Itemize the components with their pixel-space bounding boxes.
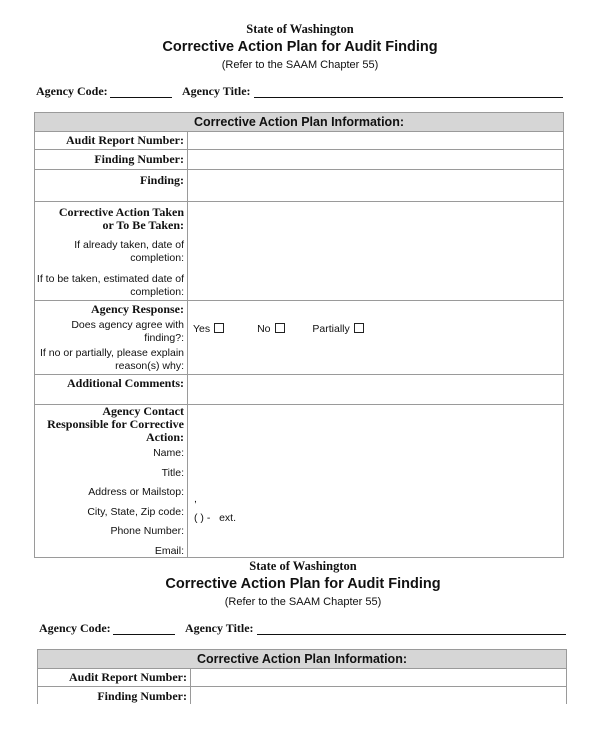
table-clip-2	[0, 649, 600, 704]
state-heading-2: State of Washington	[249, 559, 357, 573]
agency-code-label-2: Agency Code:	[39, 621, 111, 635]
yes-option-label: Yes	[193, 323, 211, 335]
phone-label: Phone Number:	[110, 525, 184, 537]
corrective-action-table-2	[37, 649, 567, 704]
state-heading: State of Washington	[246, 22, 354, 36]
no-option-label: No	[257, 323, 271, 335]
finding-number-label-2: Finding Number:	[38, 687, 191, 705]
city-state-zip-label: City, State, Zip code:	[87, 505, 184, 518]
form-reference-2: (Refer to the SAAM Chapter 55)	[224, 596, 382, 608]
form-title-2: Corrective Action Plan for Audit Finding	[165, 576, 441, 592]
table-heading-2: Corrective Action Plan Information:	[38, 650, 567, 669]
audit-report-number-label-2: Audit Report Number:	[38, 669, 191, 687]
contact-title-label: Title:	[161, 466, 184, 479]
form-reference: (Refer to the SAAM Chapter 55)	[221, 59, 379, 71]
no-partially-label: If no or partially, please explain reason(s) why:	[40, 347, 184, 372]
form-title: Corrective Action Plan for Audit Finding	[162, 39, 438, 55]
audit-report-number-label: Audit Report Number:	[35, 132, 188, 150]
audit-report-number-field-2[interactable]	[191, 669, 567, 687]
corrective-action-label: Corrective Action Taken or To Be Taken: If already taken, date of completion: If to be taken, estimated date of completion:	[35, 202, 188, 301]
agency-code-field-2[interactable]	[113, 634, 175, 635]
table-heading: Corrective Action Plan Information:	[35, 113, 564, 132]
name-label: Name:	[153, 447, 184, 459]
agree-question-label: Does agency agree with finding?:	[71, 319, 184, 344]
agency-code-label: Agency Code:	[36, 84, 108, 98]
additional-comments-label: Additional Comments:	[35, 375, 188, 405]
finding-label: Finding:	[35, 170, 188, 202]
agency-title-label: Agency Title:	[182, 84, 251, 98]
email-label: Email:	[154, 544, 184, 557]
partially-option-label: Partially	[312, 323, 350, 335]
address-label: Address or Mailstop:	[88, 486, 184, 498]
finding-number-field-2[interactable]	[191, 687, 567, 705]
agency-title-label-2: Agency Title:	[185, 621, 254, 635]
agency-title-field-2[interactable]	[257, 634, 566, 635]
agency-response-label: Agency Response: Does agency agree with finding?: If no or partially, please explain reason(s) why:	[35, 301, 188, 375]
finding-number-label: Finding Number:	[35, 150, 188, 170]
to-be-taken-label: If to be taken, estimated date of completion:	[36, 273, 184, 298]
agency-contact-label: Agency Contact Responsible for Corrective Action: Name: Title: Address or Mailstop: City, State, Zip code: Phone Number: Email:	[35, 405, 188, 558]
already-taken-label: If already taken, date of completion:	[74, 239, 184, 264]
city-state-zip-value[interactable]: ,	[194, 493, 197, 505]
phone-value[interactable]: ( ) - ext.	[194, 512, 236, 524]
